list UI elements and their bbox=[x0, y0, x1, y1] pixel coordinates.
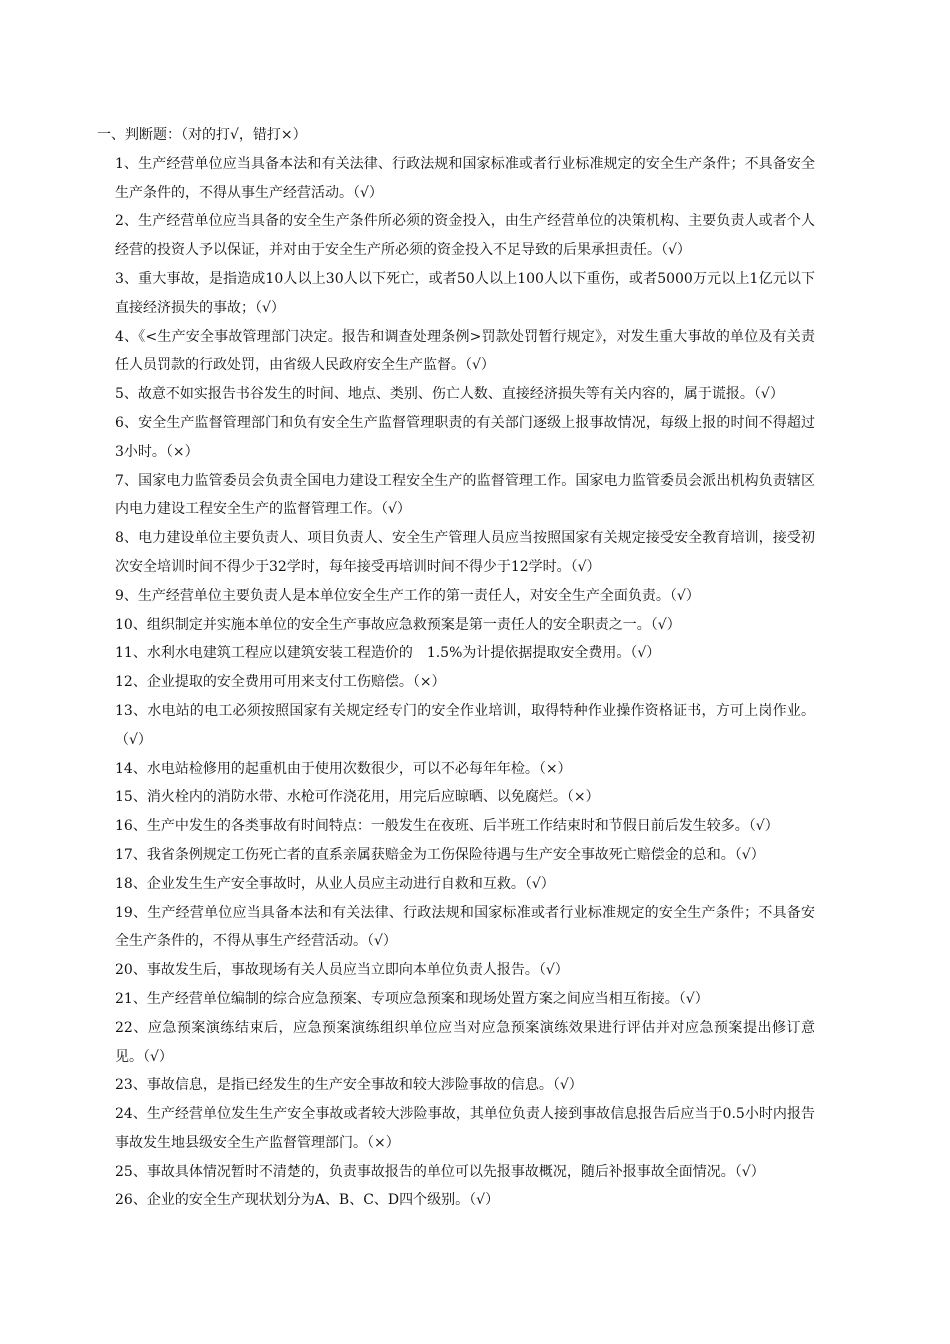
question-item: 7、国家电力监管委员会负责全国电力建设工程安全生产的监督管理工作。国家电力监管委员会派出机构负责辖区内电力建设工程安全生产的监督管理工作。（√） bbox=[115, 472, 815, 518]
question-item: 26、企业的安全生产现状划分为A、B、C、D四个级别。（√） bbox=[115, 1192, 500, 1209]
question-item: 3、重大事故，是指造成10人以上30人以下死亡，或者50人以上100人以下重伤，或者5000万元以上1亿元以下直接经济损失的事故；（√） bbox=[115, 270, 815, 316]
question-item: 4、《<生产安全事故管理部门决定。报告和调查处理条例>罚款处罚暂行规定》，对发生重大事故的单位及有关责任人员罚款的行政处罚，由省级人民政府安全生产监督。（√） bbox=[115, 328, 815, 374]
question-list bbox=[115, 150, 815, 1215]
question-item: 10、组织制定并实施本单位的安全生产事故应急救预案是第一责任人的安全职责之一。（√） bbox=[115, 616, 681, 633]
question-item: 9、生产经营单位主要负责人是本单位安全生产工作的第一责任人，对安全生产全面负责。（√） bbox=[115, 587, 700, 604]
question-item: 19、生产经营单位应当具备本法和有关法律、行政法规和国家标准或者行业标准规定的安全生产条件；不具备安全生产条件的，不得从事生产经营活动。（√） bbox=[115, 904, 815, 950]
document-content bbox=[97, 121, 815, 1215]
question-item: 20、事故发生后，事故现场有关人员应当立即向本单位负责人报告。（√） bbox=[115, 962, 569, 979]
question-item: 6、安全生产监督管理部门和负有安全生产监督管理职责的有关部门逐级上报事故情况，每级上报的时间不得超过3小时。（×） bbox=[115, 414, 815, 460]
question-item: 15、消火栓内的消防水带、水枪可作浇花用，用完后应晾晒、以免腐烂。（×） bbox=[115, 789, 600, 806]
question-item: 2、生产经营单位应当具备的安全生产条件所必须的资金投入，由生产经营单位的决策机构、主要负责人或者个人经营的投资人予以保证，并对由于安全生产所必须的资金投入不足导致的后果承担责任。（√） bbox=[115, 213, 815, 259]
question-item: 22、应急预案演练结束后，应急预案演练组织单位应当对应急预案演练效果进行评估并对应急预案提出修订意见。（√） bbox=[115, 1019, 815, 1065]
question-item: 17、我省条例规定工伤死亡者的直系亲属获赔金为工伤保险待遇与生产安全事故死亡赔偿金的总和。（√） bbox=[115, 846, 765, 863]
question-item: 14、水电站检修用的起重机由于使用次数很少，可以不必每年年检。（×） bbox=[115, 760, 572, 777]
question-item: 1、生产经营单位应当具备本法和有关法律、行政法规和国家标准或者行业标准规定的安全生产条件；不具备安全生产条件的，不得从事生产经营活动。（√） bbox=[115, 155, 815, 201]
section-title: 一、判断题：（对的打√，错打×） bbox=[97, 127, 307, 143]
question-item: 13、水电站的电工必须按照国家有关规定经专门的安全作业培训，取得特种作业操作资格证书，方可上岗作业。（√） bbox=[115, 702, 815, 748]
question-item: 25、事故具体情况暂时不清楚的，负责事故报告的单位可以先报事故概况，随后补报事故全面情况。（√） bbox=[115, 1163, 765, 1180]
question-item: 5、故意不如实报告书谷发生的时间、地点、类别、伤亡人数、直接经济损失等有关内容的，属于谎报。（√） bbox=[115, 386, 784, 403]
question-item: 24、生产经营单位发生生产安全事故或者较大涉险事故，其单位负责人接到事故信息报告后应当于0.5小时内报告事故发生地县级安全生产监督管理部门。（×） bbox=[115, 1106, 815, 1151]
question-item: 12、企业提取的安全费用可用来支付工伤赔偿。（×） bbox=[115, 674, 446, 691]
question-item: 23、事故信息，是指已经发生的生产安全事故和较大涉险事故的信息。（√） bbox=[115, 1077, 583, 1094]
question-item: 8、电力建设单位主要负责人、项目负责人、安全生产管理人员应当按照国家有关规定接受安全教育培训，接受初次安全培训时间不得少于32学时，每年接受再培训时间不得少于12学时。（√） bbox=[115, 530, 815, 575]
question-item: 16、生产中发生的各类事故有时间特点：一般发生在夜班、后半班工作结束时和节假日前后发生较多。（√） bbox=[115, 818, 779, 835]
question-item: 18、企业发生生产安全事故时，从业人员应主动进行自救和互救。（√） bbox=[115, 875, 555, 892]
question-item: 21、生产经营单位编制的综合应急预案、专项应急预案和现场处置方案之间应当相互衔接。（√） bbox=[115, 990, 709, 1007]
question-item: 11、水利水电建筑工程应以建筑安装工程造价的 1.5%为计提依据提取安全费用。（√） bbox=[115, 645, 661, 662]
